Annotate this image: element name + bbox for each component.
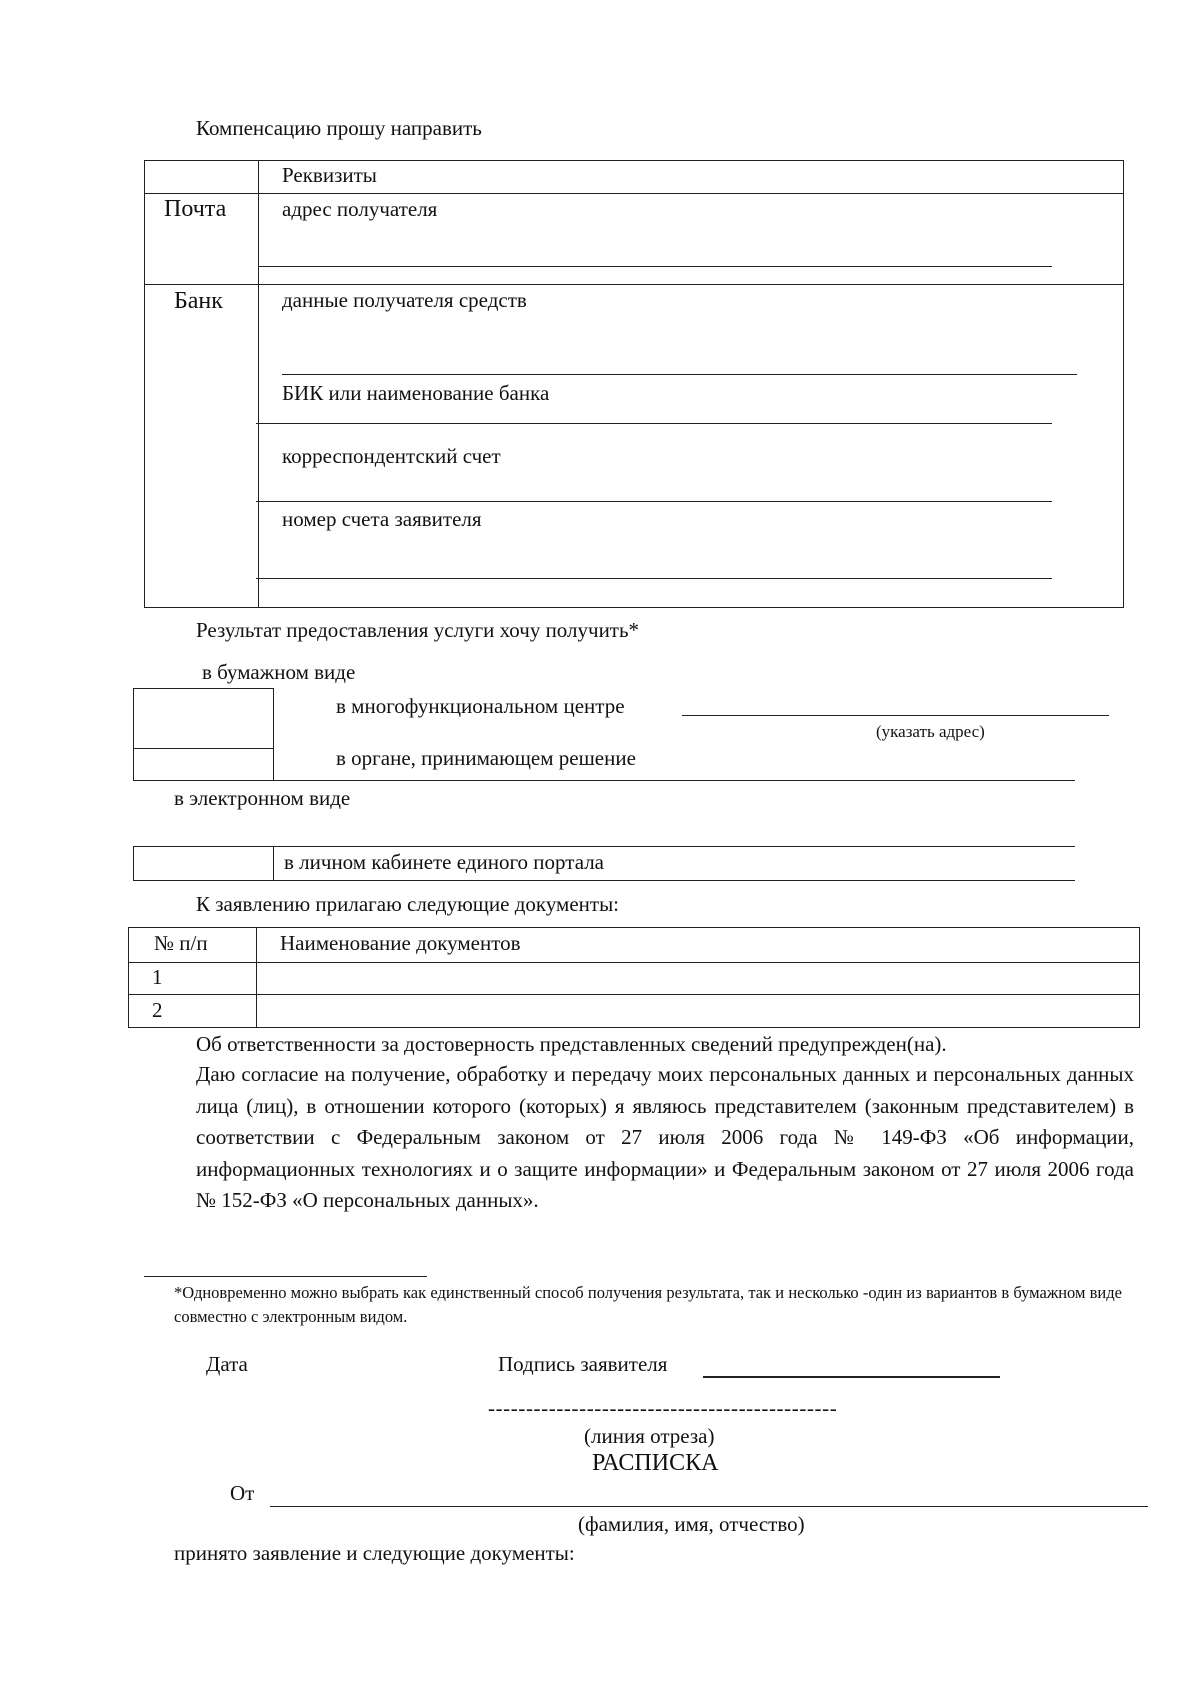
portal-option-label: в личном кабинете единого портала [284,850,605,874]
compensation-intro: Компенсацию прошу направить [196,116,482,140]
fio-hint: (фамилия, имя, отчество) [578,1512,805,1536]
cut-line-label: (линия отреза) [584,1424,715,1448]
footnote-separator [144,1276,427,1277]
recipient-data-field[interactable] [282,374,1077,375]
cut-line-dashes: ---------------------------------------------- [488,1396,838,1420]
address-hint: (указать адрес) [876,722,985,741]
recipient-address-field[interactable] [258,266,1052,267]
requisites-header-divider [144,193,1124,194]
requisites-column-divider [258,160,259,608]
documents-col-name: Наименование документов [280,931,521,955]
authority-checkbox[interactable] [135,750,272,779]
bik-label: БИК или наименование банка [282,381,550,405]
electronic-label: в электронном виде [174,786,351,810]
documents-column-divider [256,927,257,1028]
authority-underline [274,780,1075,781]
recipient-data-label: данные получателя средств [282,288,527,312]
recipient-address-label: адрес получателя [282,197,438,221]
correspondent-account-field[interactable] [256,501,1052,502]
footnote: *Одновременно можно выбрать как единственный способ получения результата, так и несколько -один из вариантов в бумажном виде совместно с электронным видом. [174,1283,1122,1326]
consent-statement: Даю согласие на получение, обработку и передачу моих персональных данных и персональных данных лица (лиц), в отношении которого (которых) я являюсь представителем (законным представителем) в соответствии с Федеральным законом от 27 июля 2006 года № 149-ФЗ «Об информации, информационных технологиях и о защите информации» и Федеральным законом от 27 июля 2006 года № 152-ФЗ «О персональных данных». [196,1062,1134,1212]
mail-label: Почта [164,196,227,222]
signature-field[interactable] [703,1376,1000,1378]
accepted-text: принято заявление и следующие документы: [174,1541,575,1565]
paper-label: в бумажном виде [202,660,356,684]
requisites-mail-bank-divider [144,284,1124,285]
authority-option-label: в органе, принимающем решение [336,746,636,770]
result-heading: Результат предоставления услуги хочу получить* [196,618,640,642]
mfc-address-field[interactable] [682,715,1109,716]
responsibility-statement: Об ответственности за достоверность представленных сведений предупрежден(на). [196,1032,947,1056]
from-name-field[interactable] [270,1506,1148,1507]
portal-bottom-line [274,880,1075,881]
requisites-header: Реквизиты [282,163,377,187]
documents-intro: К заявлению прилагаю следующие документы: [196,892,620,916]
receipt-title: РАСПИСКА [592,1450,719,1476]
signature-label: Подпись заявителя [498,1352,668,1376]
document-row-num: 2 [152,998,163,1022]
mfc-option-label: в многофункциональном центре [336,694,625,718]
documents-header-divider [128,962,1140,963]
applicant-account-label: номер счета заявителя [282,507,482,531]
bank-label: Банк [174,288,223,314]
portal-top-line [274,846,1075,847]
portal-checkbox[interactable] [133,846,274,881]
document-row-num: 1 [152,965,163,989]
paper-options-divider [133,748,274,749]
correspondent-account-label: корреспондентский счет [282,444,501,468]
mfc-checkbox[interactable] [135,690,272,747]
documents-col-num: № п/п [154,931,208,955]
date-label: Дата [206,1352,248,1376]
from-label: От [230,1481,255,1505]
applicant-account-field[interactable] [256,578,1052,579]
documents-row-divider [128,994,1140,995]
bik-field[interactable] [256,423,1052,424]
